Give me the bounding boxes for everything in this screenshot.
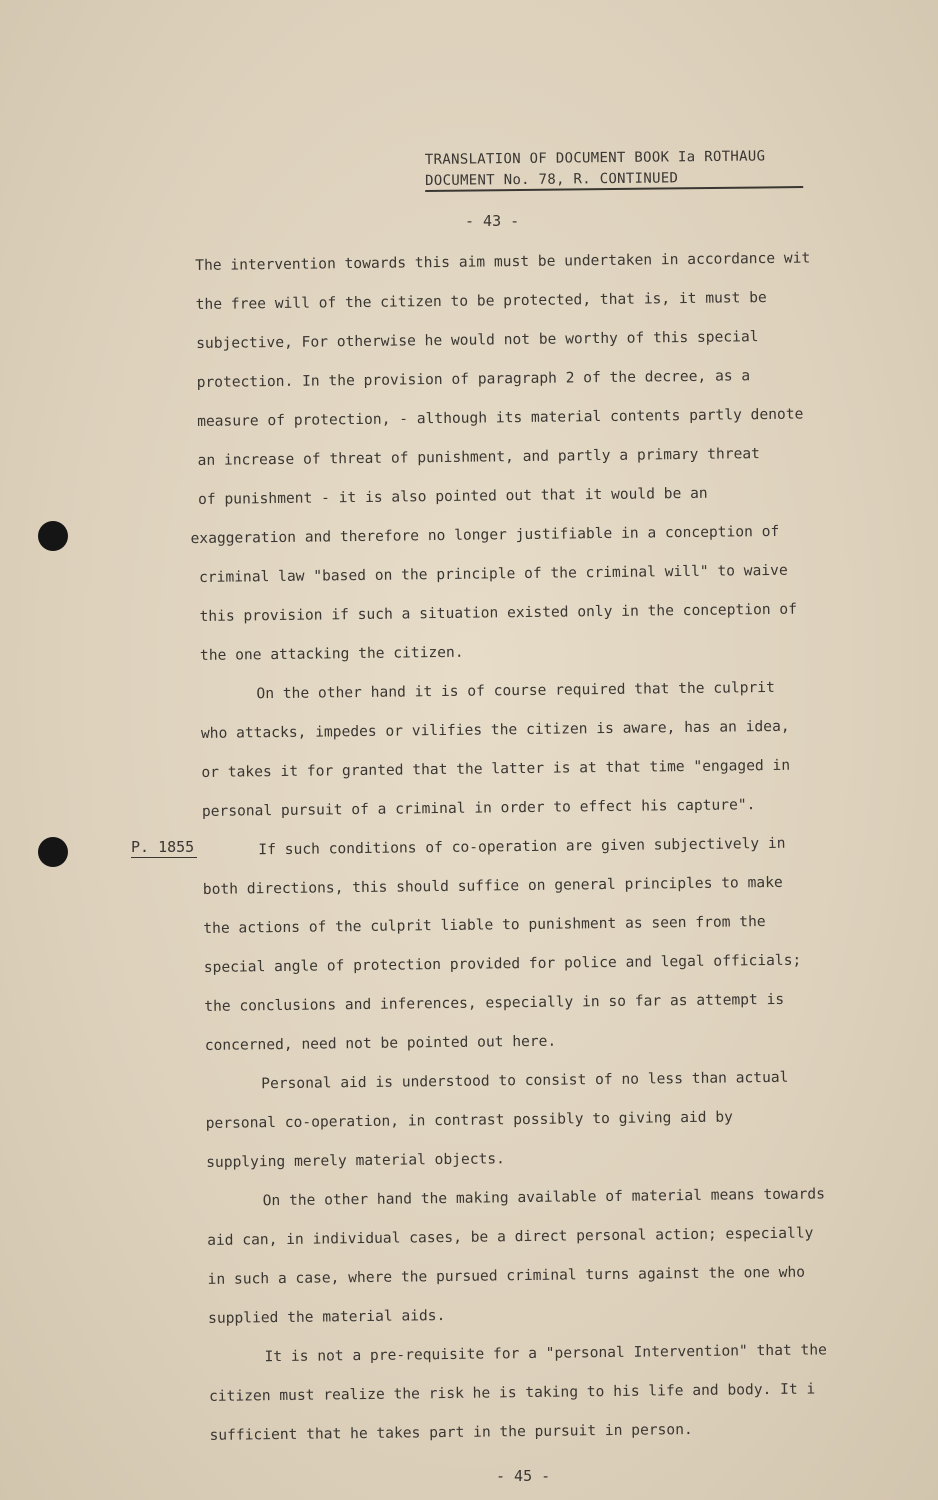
text-line: It is not a pre-requisite for a "personal Intervention" that the (264, 1341, 827, 1366)
text-line: If such conditions of co-operation are given subjectively in (258, 834, 786, 859)
text-line: aid can, in individual cases, be a direct personal action; especially (207, 1224, 814, 1249)
header-line-2: DOCUMENT No. 78, R. CONTINUED (425, 170, 679, 189)
page-number-top: - 43 - (465, 212, 520, 230)
text-line: exaggeration and therefore no longer justifiable in a conception of (190, 522, 780, 548)
text-line: both directions, this should suffice on general principles to make (202, 873, 783, 898)
text-line: Personal aid is understood to consist of no less than actual (261, 1068, 789, 1093)
text-line: protection. In the provision of paragraph 2 of the decree, as a (196, 367, 751, 391)
text-line: personal pursuit of a criminal in order to effect his capture". (201, 796, 756, 820)
text-line: special angle of protection provided for police and legal officials; (203, 951, 802, 976)
text-line: this provision if such a situation existed only in the conception of (199, 600, 798, 625)
text-line: who attacks, impedes or vilifies the citizen is aware, has an idea, (200, 717, 790, 742)
text-line: the one attacking the citizen. (199, 643, 464, 664)
text-line: supplied the material aids. (207, 1307, 446, 1327)
text-line: The intervention towards this aim must be undertaken in accordance wit (195, 249, 811, 274)
text-line: the free will of the citizen to be protected, that is, it must be (195, 289, 767, 313)
text-line: personal co-operation, in contrast possibly to giving aid by (205, 1108, 733, 1132)
header-line-1: TRANSLATION OF DOCUMENT BOOK Ia ROTHAUG (424, 148, 766, 168)
text-line: or takes it for granted that the latter is at that time "engaged in (201, 756, 791, 781)
text-line: supplying merely material objects. (206, 1150, 506, 1171)
document-header (425, 146, 805, 192)
text-line: an increase of threat of punishment, and partly a primary threat (197, 445, 761, 469)
page-number-bottom: - 45 - (496, 1467, 551, 1485)
text-line: subjective, For otherwise he would not be worthy of this special (196, 328, 759, 352)
text-line: measure of protection, - although its material contents partly denote (197, 405, 804, 430)
body-text (190, 238, 900, 1455)
text-line: On the other hand the making available of material means towards (262, 1185, 826, 1210)
text-line: criminal law "based on the principle of the criminal will" to waive (198, 561, 788, 586)
text-line: sufficient that he takes part in the pursuit in person. (209, 1421, 693, 1444)
text-line: the actions of the culprit liable to punishment as seen from the (203, 913, 766, 937)
text-line: the conclusions and inferences, especially in so far as attempt is (204, 990, 785, 1015)
text-line: citizen must realize the risk he is taking to his life and body. It i (208, 1380, 816, 1405)
margin-reference: P. 1855 (131, 838, 197, 858)
text-line: concerned, need not be pointed out here. (204, 1032, 557, 1054)
punch-hole (38, 837, 68, 867)
text-line: of punishment - it is also pointed out that it would be an (197, 484, 708, 508)
punch-hole (38, 521, 68, 551)
text-line: in such a case, where the pursued criminal turns against the one who (207, 1263, 806, 1288)
text-line: On the other hand it is of course required that the culprit (256, 678, 775, 703)
